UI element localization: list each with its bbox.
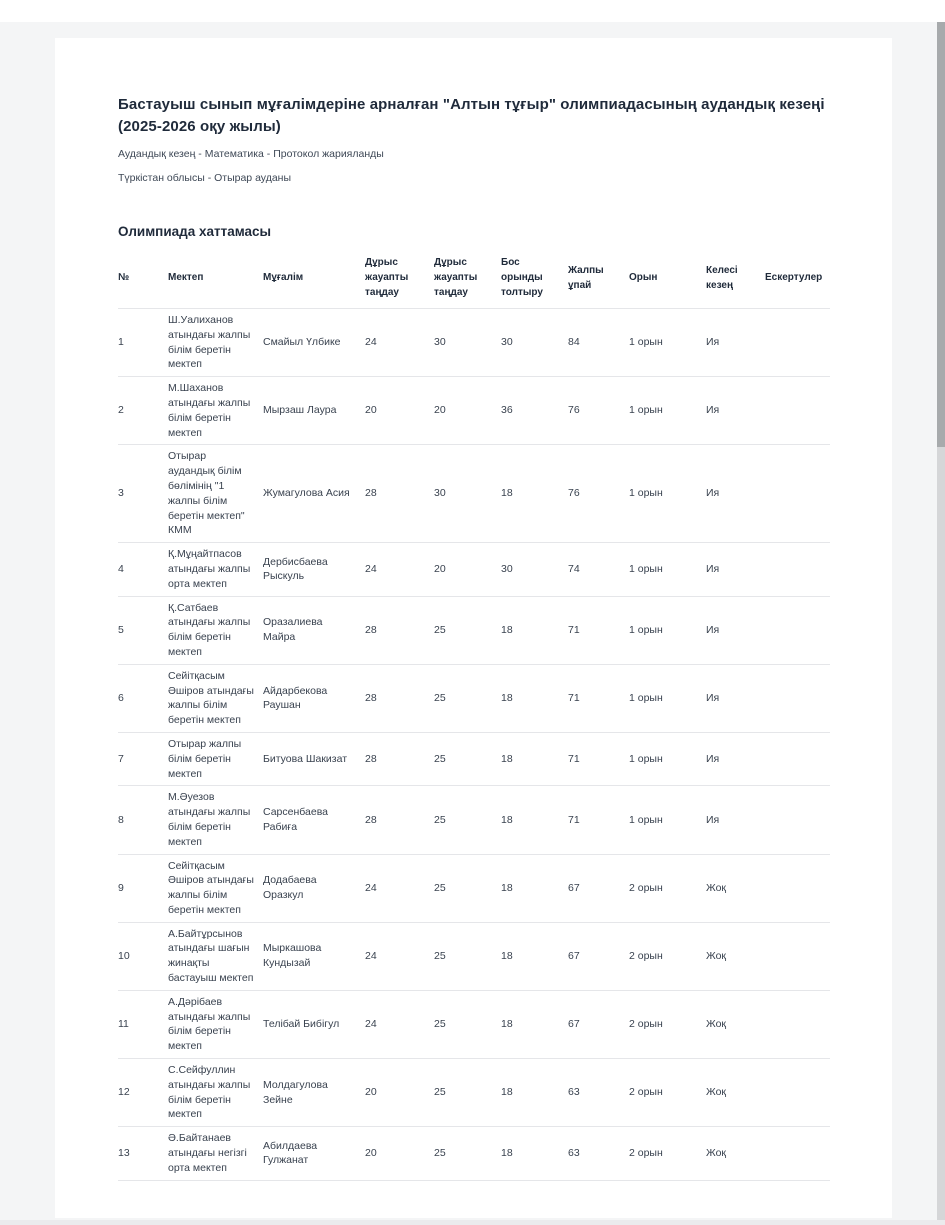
table-cell-notes <box>765 377 830 445</box>
content-card <box>55 38 892 1218</box>
table-cell-correct-choice-1: 24 <box>365 854 434 922</box>
table-cell-num: 1 <box>118 309 168 377</box>
table-cell-correct-choice-2: 30 <box>434 309 501 377</box>
table-cell-num: 7 <box>118 732 168 785</box>
table-cell-correct-choice-1: 24 <box>365 543 434 596</box>
table-cell-school: А.Дәрібаев атындағы жалпы білім беретін мектеп <box>168 990 263 1058</box>
table-cell-teacher: Жумагулова Асия <box>263 445 365 543</box>
table-cell-teacher: Айдарбекова Раушан <box>263 664 365 732</box>
top-whitespace-strip <box>0 0 945 22</box>
header-teacher: Мұғалім <box>263 249 365 309</box>
table-cell-school: Ә.Байтанаев атындағы негізгі орта мектеп <box>168 1127 263 1180</box>
table-cell-num: 5 <box>118 596 168 664</box>
table-cell-teacher: Телібай Бибігул <box>263 990 365 1058</box>
table-cell-num: 12 <box>118 1059 168 1127</box>
table-cell-correct-choice-2: 25 <box>434 854 501 922</box>
table-cell-correct-choice-1: 20 <box>365 1127 434 1180</box>
table-cell-fill-blank: 18 <box>501 596 568 664</box>
protocol-table <box>118 249 830 1181</box>
table-cell-total-score: 76 <box>568 445 629 543</box>
header-num: № <box>118 249 168 309</box>
table-cell-teacher: Дербисбаева Рыскуль <box>263 543 365 596</box>
table-cell-num: 2 <box>118 377 168 445</box>
table-row <box>118 377 830 445</box>
table-cell-school: М.Әуезов атындағы жалпы білім беретін мектеп <box>168 786 263 854</box>
header-correct-choice-1: Дұрыс жауапты таңдау <box>365 249 434 309</box>
table-cell-notes <box>765 664 830 732</box>
page-bottom-edge <box>0 1220 945 1225</box>
table-cell-num: 11 <box>118 990 168 1058</box>
table-cell-next-stage: Ия <box>706 786 765 854</box>
table-row <box>118 732 830 785</box>
table-cell-notes <box>765 990 830 1058</box>
scrollbar-thumb[interactable] <box>937 22 945 447</box>
table-cell-place: 1 орын <box>629 664 706 732</box>
table-cell-fill-blank: 18 <box>501 445 568 543</box>
table-cell-total-score: 67 <box>568 922 629 990</box>
table-cell-fill-blank: 18 <box>501 1127 568 1180</box>
table-cell-correct-choice-2: 20 <box>434 377 501 445</box>
table-cell-next-stage: Ия <box>706 543 765 596</box>
table-cell-correct-choice-2: 25 <box>434 922 501 990</box>
header-fill-blank: Бос орынды толтыру <box>501 249 568 309</box>
table-row <box>118 990 830 1058</box>
table-cell-num: 10 <box>118 922 168 990</box>
table-cell-place: 1 орын <box>629 543 706 596</box>
table-row <box>118 309 830 377</box>
table-cell-correct-choice-1: 28 <box>365 732 434 785</box>
header-total-score: Жалпы ұпай <box>568 249 629 309</box>
table-cell-school: Сейітқасым Әшіров атындағы жалпы білім беретін мектеп <box>168 664 263 732</box>
table-cell-fill-blank: 18 <box>501 990 568 1058</box>
table-cell-correct-choice-1: 24 <box>365 990 434 1058</box>
header-next-stage: Келесі кезең <box>706 249 765 309</box>
header-place: Орын <box>629 249 706 309</box>
table-cell-school: Қ.Мұңайтпасов атындағы жалпы орта мектеп <box>168 543 263 596</box>
table-cell-num: 3 <box>118 445 168 543</box>
table-cell-teacher: Битуова Шакизат <box>263 732 365 785</box>
table-row <box>118 445 830 543</box>
table-cell-correct-choice-1: 28 <box>365 786 434 854</box>
table-cell-place: 1 орын <box>629 377 706 445</box>
table-cell-notes <box>765 1127 830 1180</box>
table-row <box>118 786 830 854</box>
table-cell-teacher: Смайыл Үлбике <box>263 309 365 377</box>
table-cell-school: Ш.Уалиханов атындағы жалпы білім беретін мектеп <box>168 309 263 377</box>
table-cell-school: Отырар жалпы білім беретін мектеп <box>168 732 263 785</box>
table-row <box>118 1127 830 1180</box>
table-cell-teacher: Мырзаш Лаура <box>263 377 365 445</box>
table-cell-fill-blank: 18 <box>501 786 568 854</box>
table-row <box>118 922 830 990</box>
table-cell-correct-choice-2: 25 <box>434 596 501 664</box>
table-cell-fill-blank: 30 <box>501 309 568 377</box>
table-cell-next-stage: Ия <box>706 445 765 543</box>
table-row <box>118 596 830 664</box>
table-cell-place: 2 орын <box>629 1127 706 1180</box>
table-cell-place: 1 орын <box>629 309 706 377</box>
table-cell-notes <box>765 922 830 990</box>
table-cell-next-stage: Жоқ <box>706 854 765 922</box>
table-cell-next-stage: Ия <box>706 377 765 445</box>
table-cell-total-score: 71 <box>568 596 629 664</box>
table-cell-correct-choice-2: 25 <box>434 732 501 785</box>
table-cell-place: 2 орын <box>629 854 706 922</box>
table-cell-notes <box>765 786 830 854</box>
table-cell-correct-choice-2: 30 <box>434 445 501 543</box>
table-cell-total-score: 71 <box>568 664 629 732</box>
table-cell-teacher: Оразалиева Майра <box>263 596 365 664</box>
header-notes: Ескертулер <box>765 249 830 309</box>
table-cell-next-stage: Ия <box>706 309 765 377</box>
table-cell-school: Қ.Сатбаев атындағы жалпы білім беретін мектеп <box>168 596 263 664</box>
table-cell-fill-blank: 18 <box>501 1059 568 1127</box>
table-cell-correct-choice-2: 25 <box>434 786 501 854</box>
table-cell-total-score: 71 <box>568 786 629 854</box>
table-cell-correct-choice-1: 24 <box>365 309 434 377</box>
table-cell-next-stage: Ия <box>706 596 765 664</box>
table-cell-place: 2 орын <box>629 990 706 1058</box>
table-header-row <box>118 249 830 309</box>
table-cell-place: 2 орын <box>629 922 706 990</box>
table-cell-correct-choice-1: 20 <box>365 1059 434 1127</box>
table-cell-teacher: Абилдаева Гулжанат <box>263 1127 365 1180</box>
table-cell-total-score: 67 <box>568 990 629 1058</box>
table-cell-total-score: 76 <box>568 377 629 445</box>
table-cell-notes <box>765 1059 830 1127</box>
table-cell-place: 1 орын <box>629 596 706 664</box>
table-cell-notes <box>765 854 830 922</box>
table-row <box>118 1059 830 1127</box>
table-cell-school: С.Сейфуллин атындағы жалпы білім беретін мектеп <box>168 1059 263 1127</box>
table-cell-place: 1 орын <box>629 732 706 785</box>
table-cell-next-stage: Жоқ <box>706 990 765 1058</box>
table-cell-notes <box>765 445 830 543</box>
table-cell-next-stage: Ия <box>706 664 765 732</box>
table-cell-teacher: Молдагулова Зейне <box>263 1059 365 1127</box>
table-cell-fill-blank: 30 <box>501 543 568 596</box>
table-cell-correct-choice-2: 25 <box>434 664 501 732</box>
table-cell-correct-choice-1: 20 <box>365 377 434 445</box>
table-cell-notes <box>765 543 830 596</box>
table-cell-num: 6 <box>118 664 168 732</box>
table-cell-notes <box>765 596 830 664</box>
table-cell-correct-choice-2: 25 <box>434 1127 501 1180</box>
table-cell-total-score: 84 <box>568 309 629 377</box>
table-cell-place: 2 орын <box>629 1059 706 1127</box>
table-cell-place: 1 орын <box>629 786 706 854</box>
table-cell-teacher: Мыркашова Кундызай <box>263 922 365 990</box>
table-cell-school: Сейітқасым Әшіров атындағы жалпы білім беретін мектеп <box>168 854 263 922</box>
table-row <box>118 664 830 732</box>
table-cell-num: 13 <box>118 1127 168 1180</box>
protocol-table-body <box>118 309 830 1181</box>
table-cell-teacher: Сарсенбаева Рабиға <box>263 786 365 854</box>
table-cell-correct-choice-2: 25 <box>434 990 501 1058</box>
table-cell-correct-choice-2: 20 <box>434 543 501 596</box>
table-cell-total-score: 63 <box>568 1059 629 1127</box>
table-cell-correct-choice-1: 28 <box>365 596 434 664</box>
table-cell-num: 4 <box>118 543 168 596</box>
table-cell-total-score: 71 <box>568 732 629 785</box>
table-cell-correct-choice-2: 25 <box>434 1059 501 1127</box>
table-cell-school: М.Шаханов атындағы жалпы білім беретін мектеп <box>168 377 263 445</box>
header-school: Мектеп <box>168 249 263 309</box>
table-cell-school: А.Байтұрсынов атындағы шағын жинақты бастауыш мектеп <box>168 922 263 990</box>
table-cell-correct-choice-1: 28 <box>365 445 434 543</box>
page-location: Түркістан облысы - Отырар ауданы <box>118 172 292 184</box>
table-row <box>118 543 830 596</box>
table-cell-correct-choice-1: 28 <box>365 664 434 732</box>
table-cell-next-stage: Жоқ <box>706 1059 765 1127</box>
table-cell-school: Отырар аудандық білім бөлімінің "1 жалпы білім беретін мектеп" КММ <box>168 445 263 543</box>
table-cell-next-stage: Ия <box>706 732 765 785</box>
table-cell-next-stage: Жоқ <box>706 922 765 990</box>
table-cell-fill-blank: 18 <box>501 922 568 990</box>
table-cell-teacher: Додабаева Оразкул <box>263 854 365 922</box>
table-cell-next-stage: Жоқ <box>706 1127 765 1180</box>
header-correct-choice-2: Дұрыс жауапты таңдау <box>434 249 501 309</box>
table-cell-num: 9 <box>118 854 168 922</box>
table-cell-fill-blank: 18 <box>501 732 568 785</box>
table-cell-total-score: 63 <box>568 1127 629 1180</box>
table-cell-total-score: 67 <box>568 854 629 922</box>
section-title: Олимпиада хаттамасы <box>118 224 272 239</box>
page-title: Бастауыш сынып мұғалімдеріне арналған "Алтын тұғыр" олимпиадасының аудандық кезеңі (2025-2026 оқу жылы) <box>118 96 825 135</box>
table-cell-notes <box>765 309 830 377</box>
table-cell-correct-choice-1: 24 <box>365 922 434 990</box>
table-cell-place: 1 орын <box>629 445 706 543</box>
table-cell-notes <box>765 732 830 785</box>
table-cell-total-score: 74 <box>568 543 629 596</box>
table-cell-fill-blank: 18 <box>501 664 568 732</box>
vertical-scrollbar[interactable] <box>937 22 945 1225</box>
table-cell-num: 8 <box>118 786 168 854</box>
page-subtitle: Аудандық кезең - Математика - Протокол жарияланды <box>118 148 384 160</box>
table-cell-fill-blank: 36 <box>501 377 568 445</box>
table-row <box>118 854 830 922</box>
table-cell-fill-blank: 18 <box>501 854 568 922</box>
